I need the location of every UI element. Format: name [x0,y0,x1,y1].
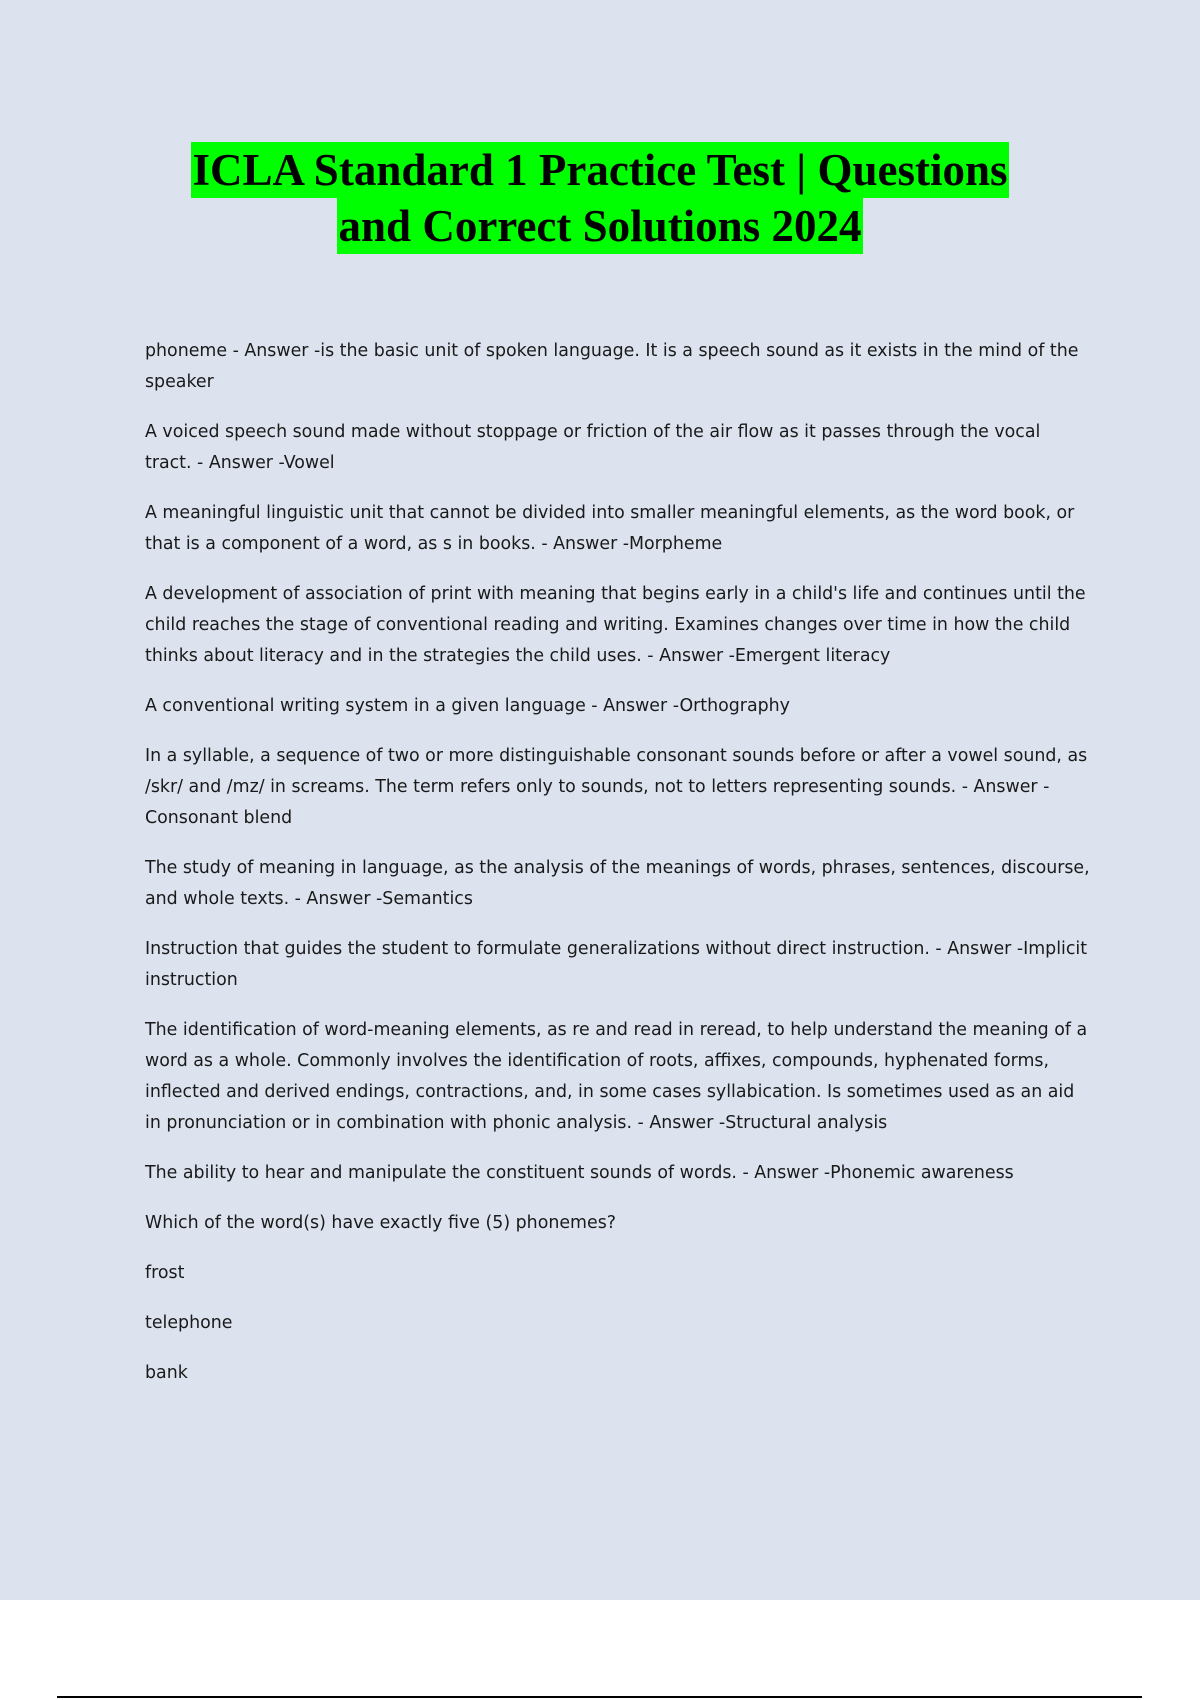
qa-item-morpheme: A meaningful linguistic unit that cannot be divided into smaller meaningful elements, as the word book, or that is a component of a word, as s in books. - Answer -Morpheme [145,503,1075,554]
footer-divider [57,1696,1142,1698]
option-frost: frost [145,1263,185,1283]
document-body [145,336,1090,1408]
qa-item-semantics: The study of meaning in language, as the analysis of the meanings of words, phrases, sentences, discourse, and whole texts. - Answer -Semantics [145,858,1090,909]
qa-item-phoneme: phoneme - Answer -is the basic unit of spoken language. It is a speech sound as it exists in the mind of the speaker [145,341,1079,392]
qa-item-consonant-blend: In a syllable, a sequence of two or more distinguishable consonant sounds before or after a vowel sound, as /skr/ and /mz/ in screams. The term refers only to sounds, not to letters representing sounds. - Answer -Consonant blend [145,746,1088,828]
qa-item-vowel: A voiced speech sound made without stoppage or friction of the air flow as it passes through the vocal tract. - Answer -Vowel [145,422,1041,473]
qa-item-structural-analysis: The identification of word-meaning elements, as re and read in reread, to help understand the meaning of a word as a whole. Commonly involves the identification of roots, affixes, compounds, hyphenated forms, inflected and derived endings, contractions, and, in some cases syllabication. Is sometimes used as an aid in pronunciation or in combination with phonic analysis. - Answer -Structural analysis [145,1020,1088,1133]
qa-item-implicit-instruction: Instruction that guides the student to formulate generalizations without direct instruction. - Answer -Implicit instruction [145,939,1088,990]
qa-item-emergent-literacy: A development of association of print with meaning that begins early in a child's life and continues until the child reaches the stage of conventional reading and writing. Examines changes over time in how the child thinks about literacy and in the strategies the child uses. - Answer -Emergent literacy [145,584,1086,666]
option-bank: bank [145,1363,188,1383]
option-telephone: telephone [145,1313,233,1333]
document-title [100,142,1100,254]
title-line-2: and Correct Solutions 2024 [337,198,864,254]
qa-item-phonemic-awareness: The ability to hear and manipulate the constituent sounds of words. - Answer -Phonemic awareness [145,1163,1014,1183]
qa-item-orthography: A conventional writing system in a given language - Answer -Orthography [145,696,790,716]
question-five-phonemes: Which of the word(s) have exactly five (5) phonemes? [145,1213,616,1233]
title-line-1: ICLA Standard 1 Practice Test | Questions [191,142,1010,198]
